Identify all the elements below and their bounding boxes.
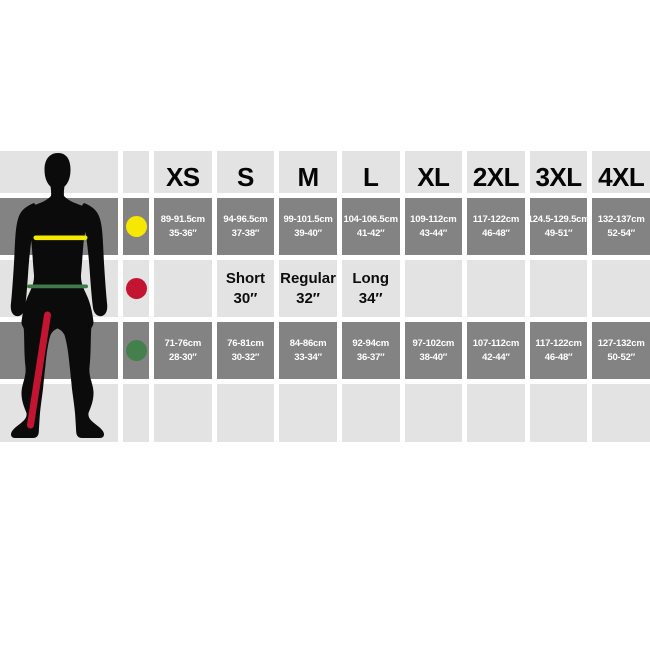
empty-cell: [279, 384, 337, 442]
empty-cell: [154, 260, 212, 317]
empty-cell: [405, 260, 463, 317]
empty-cell: [530, 260, 588, 317]
size-header-cell: [530, 151, 588, 193]
measurement-text: 36-37″: [356, 351, 385, 363]
leg-length-cell: [217, 260, 275, 317]
measurement-text: 99-101.5cm: [283, 213, 333, 225]
measurement-text: 46-48″: [482, 227, 510, 239]
size-header-cell: [467, 151, 525, 193]
measurement-text: Short: [225, 269, 266, 287]
size-header-label: XL: [417, 161, 450, 192]
empty-cell: [217, 384, 275, 442]
waist-cell: [530, 322, 588, 379]
measurement-text: 127-132cm: [597, 337, 645, 349]
measurement-text: 109-112cm: [410, 213, 457, 225]
measurement-text: 84-86cm: [289, 337, 327, 349]
size-header-cell: [592, 151, 650, 193]
empty-cell: [405, 384, 463, 442]
marker-column-cell: [123, 198, 149, 255]
measurement-text: 33-34″: [294, 351, 322, 363]
size-header-cell: [217, 151, 275, 193]
marker-column-cell: [123, 260, 149, 317]
chest-cell: [405, 198, 463, 255]
size-header-cell: [279, 151, 337, 193]
empty-cell: [592, 260, 650, 317]
chest-cell: [592, 198, 650, 255]
marker-column-cell: [123, 322, 149, 379]
red-dot: [126, 278, 147, 299]
size-header-label: 3XL: [535, 161, 582, 192]
measurement-text: 35-36″: [168, 227, 197, 239]
waist-cell: [342, 322, 400, 379]
waist-cell: [405, 322, 463, 379]
chest-cell: [217, 198, 275, 255]
yellow-dot: [126, 216, 147, 237]
measurement-text: 43-44″: [419, 227, 448, 239]
leg-length-cell: [342, 260, 400, 317]
leg-length-cell: [279, 260, 337, 317]
chest-measure-line: [34, 236, 88, 241]
measurement-text: 132-137cm: [597, 213, 645, 225]
measurement-text: 107-112cm: [472, 337, 520, 349]
size-header-label: L: [362, 161, 379, 192]
measurement-text: 50-52″: [607, 351, 636, 363]
measurement-text: 30″: [233, 289, 258, 307]
size-header-label: 4XL: [598, 161, 645, 192]
waist-cell: [467, 322, 525, 379]
size-header-cell: [405, 151, 463, 193]
size-header-label: 2XL: [472, 161, 520, 192]
empty-cell: [467, 384, 525, 442]
waist-cell: [217, 322, 275, 379]
measurement-text: 117-122cm: [535, 337, 582, 349]
chest-cell: [279, 198, 337, 255]
measurement-text: 34″: [358, 289, 383, 307]
empty-cell: [467, 260, 525, 317]
measurement-text: 38-40″: [419, 351, 448, 363]
chest-cell: [467, 198, 525, 255]
chest-cell: [154, 198, 212, 255]
measurement-text: 46-48″: [544, 351, 573, 363]
waist-measure-line: [27, 285, 88, 289]
size-header-cell: [154, 151, 212, 193]
marker-column-cell: [123, 151, 149, 193]
measurement-text: 104-106.5cm: [343, 213, 398, 225]
size-header-label: S: [237, 161, 254, 192]
measurement-text: 41-42″: [356, 227, 385, 239]
measurement-text: Long: [352, 269, 390, 287]
size-header-label: XS: [165, 161, 200, 192]
measurement-text: 49-51″: [544, 227, 573, 239]
size-header-cell: [342, 151, 400, 193]
measurement-text: 92-94cm: [352, 337, 389, 349]
waist-cell: [279, 322, 337, 379]
measurement-text: 94-96.5cm: [223, 213, 268, 225]
measurement-text: 89-91.5cm: [160, 213, 205, 225]
measurement-text: 37-38″: [231, 227, 260, 239]
marker-column-cell: [123, 384, 149, 442]
chest-cell: [527, 198, 590, 255]
measurement-text: 42-44″: [482, 351, 510, 363]
measurement-text: 39-40″: [294, 227, 322, 239]
waist-cell: [154, 322, 212, 379]
chest-cell: [342, 198, 400, 255]
measurement-text: 30-32″: [231, 351, 260, 363]
measurement-text: 71-76cm: [164, 337, 202, 349]
measurement-text: Regular: [280, 269, 336, 287]
measurement-text: 117-122cm: [472, 213, 520, 225]
empty-cell: [154, 384, 212, 442]
measurement-text: 124.5-129.5cm: [527, 213, 590, 225]
measurement-text: 97-102cm: [412, 337, 455, 349]
measurement-text: 32″: [296, 289, 320, 307]
empty-cell: [342, 384, 400, 442]
green-dot: [126, 340, 147, 361]
measurement-text: 28-30″: [168, 351, 197, 363]
empty-cell: [592, 384, 650, 442]
size-header-label: M: [297, 161, 319, 192]
empty-cell: [530, 384, 588, 442]
male-figure-silhouette: [0, 151, 118, 442]
measurement-text: 76-81cm: [227, 337, 264, 349]
waist-cell: [592, 322, 650, 379]
measurement-text: 52-54″: [607, 227, 636, 239]
